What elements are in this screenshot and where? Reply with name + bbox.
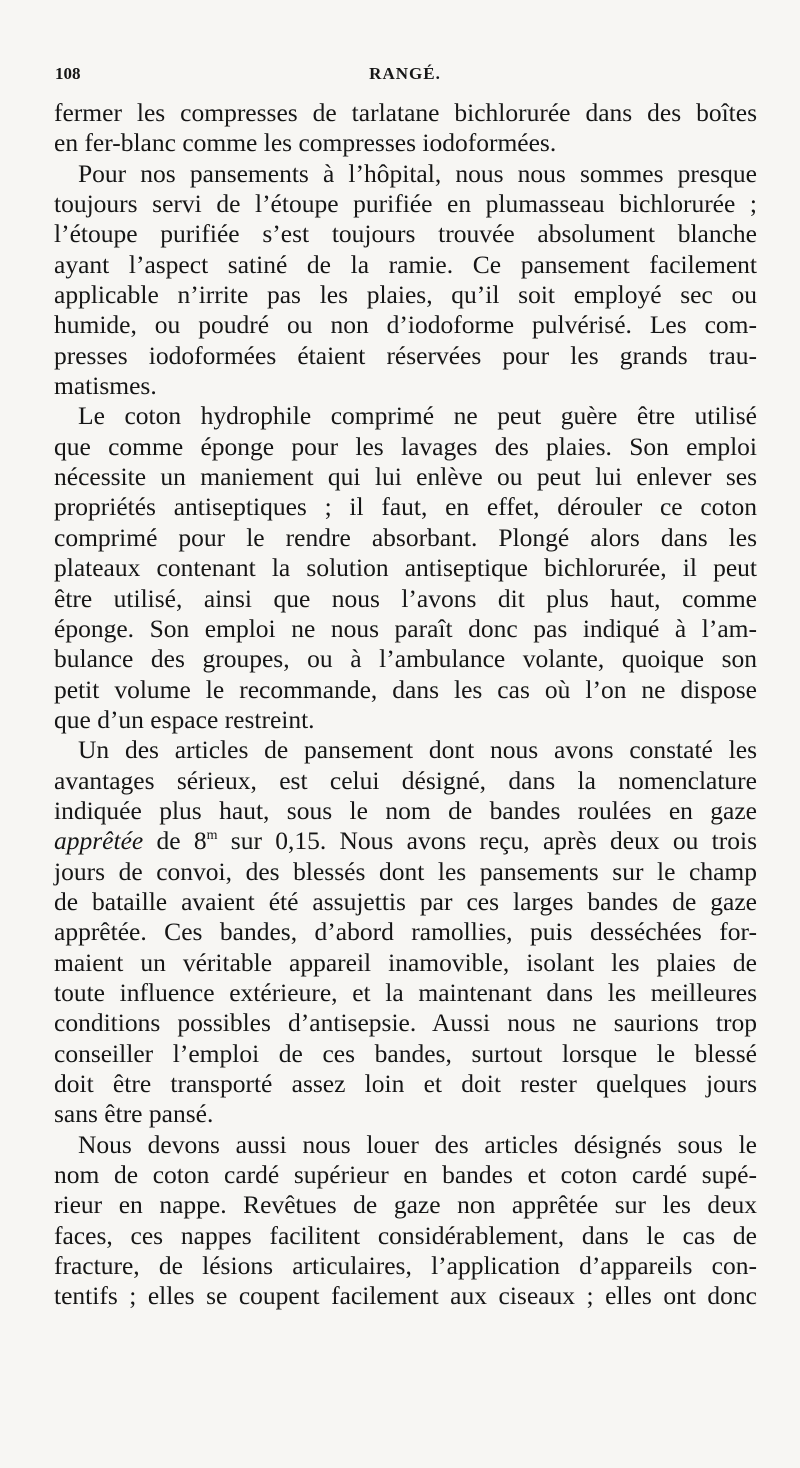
- text-fragment: doit être transporté assez loin et doit rester quelques jours: [54, 1069, 757, 1098]
- text-fragment: Un des articles de pansement dont nous avons constaté les: [78, 735, 757, 765]
- text-line: [54, 1099, 757, 1129]
- text-line: [54, 796, 757, 826]
- text-fragment: nom de coton cardé supérieur en bandes et coton cardé supé-: [54, 1160, 757, 1190]
- text-fragment: conseiller l’emploi de ces bandes, surtout lorsque le blessé: [54, 1038, 757, 1068]
- text-fragment: sur 0,15. Nous avons reçu, après deux ou trois: [217, 826, 757, 856]
- text-fragment: bulance des groupes, ou à l’ambulance volante, quoique son: [54, 644, 757, 674]
- text-fragment: fracture, de lésions articulaires, l’application d’appareils con-: [54, 1251, 757, 1281]
- text-fragment: applicable n’irrite pas les plaies, qu’il soit employé sec ou: [54, 280, 757, 310]
- text-line: [54, 766, 757, 796]
- text-fragment: tentifs ; elles se coupent facilement aux ciseaux ; elles ont donc: [54, 1281, 757, 1311]
- text-fragment: comprimé pour le rendre absorbant. Plongé alors dans les: [54, 522, 757, 552]
- text-fragment: indiquée plus haut, sous le nom de bandes roulées en gaze: [54, 795, 757, 825]
- text-fragment: que comme éponge pour les lavages des plaies. Son emploi: [54, 431, 757, 461]
- text-fragment: sans être pansé.: [54, 1099, 214, 1129]
- text-line: [54, 98, 757, 128]
- text-line: [54, 735, 757, 765]
- text-fragment: presses iodoformées étaient réservées pour les grands trau-: [54, 340, 757, 370]
- text-line: [54, 948, 757, 978]
- text-fragment: de bataille avaient été assujettis par ces larges bandes de gaze: [54, 886, 757, 916]
- text-line: [54, 189, 757, 219]
- text-line: [54, 614, 757, 644]
- text-fragment: ayant l’aspect satiné de la ramie. Ce pansement facilement: [54, 249, 757, 279]
- text-line: [54, 432, 757, 462]
- text-fragment: plateaux contenant la solution antiseptique bichlorurée, il peut: [54, 553, 757, 583]
- text-line: [54, 401, 757, 431]
- running-head: RANGÉ.: [369, 64, 441, 83]
- text-fragment: toujours servi de l’étoupe purifiée en plumasseau bichlorurée ;: [54, 189, 757, 219]
- text-fragment: l’étoupe purifiée s’est toujours trouvée absolument blanche: [54, 219, 757, 249]
- text-fragment: fermer les compresses de tarlatane bichlorurée dans des boîtes: [54, 98, 757, 127]
- text-fragment: Pour nos pansements à l’hôpital, nous nous sommes presque: [78, 158, 757, 188]
- text-line: [54, 492, 757, 522]
- text-fragment: toute influence extérieure, et la maintenant dans les meilleures: [54, 977, 757, 1007]
- text-fragment: en fer-blanc comme les compresses iodoformées.: [54, 128, 557, 158]
- text-line: [54, 1130, 757, 1160]
- text-line: [54, 705, 757, 735]
- text-fragment: que d’un espace restreint.: [54, 704, 315, 734]
- text-fragment: matismes.: [54, 371, 157, 401]
- text-line: [54, 887, 757, 917]
- text-fragment: éponge. Son emploi ne nous paraît donc pas indiqué à l’am-: [54, 613, 757, 643]
- text-line: [54, 553, 757, 583]
- text-fragment: de 8: [143, 826, 207, 856]
- text-line: [54, 917, 757, 947]
- text-fragment: petit volume le recommande, dans les cas où l’on ne dispose: [54, 674, 757, 704]
- text-fragment: Nous devons aussi nous louer des articles désignés sous le: [78, 1129, 757, 1159]
- text-fragment: maient un véritable appareil inamovible, isolant les plaies de: [54, 947, 757, 977]
- text-line: [54, 462, 757, 492]
- text-line: [54, 371, 757, 401]
- text-fragment: apprêtée. Ces bandes, d’abord ramollies, puis desséchées for-: [54, 917, 757, 947]
- text-line: [54, 219, 757, 249]
- text-line: [54, 1251, 757, 1281]
- text-line: [54, 341, 757, 371]
- text-line: [54, 523, 757, 553]
- text-line: [54, 978, 757, 1008]
- text-line: [54, 1008, 757, 1038]
- text-line: [54, 159, 757, 189]
- text-line: [54, 1160, 757, 1190]
- text-line: [54, 1039, 757, 1069]
- text-line: [54, 250, 757, 280]
- text-line: [54, 1190, 757, 1220]
- text-fragment: humide, ou poudré ou non d’iodoforme pulvérisé. Les com-: [54, 310, 757, 340]
- text-fragment: propriétés antiseptiques ; il faut, en effet, dérouler ce coton: [54, 492, 757, 522]
- text-line: [54, 826, 757, 856]
- text-line: [54, 1069, 757, 1099]
- page-number: 108: [55, 64, 81, 83]
- text-line: [54, 644, 757, 674]
- text-fragment: nécessite un maniement qui lui enlève ou peut lui enlever ses: [54, 462, 757, 492]
- text-fragment: jours de convoi, des blessés dont les pansements sur le champ: [54, 856, 757, 886]
- text-line: [54, 280, 757, 310]
- text-line: [54, 1281, 757, 1311]
- text-line: [54, 584, 757, 614]
- text-fragment: rieur en nappe. Revêtues de gaze non apprêtée sur les deux: [54, 1190, 757, 1220]
- text-line: [54, 857, 757, 887]
- text-line: [54, 128, 757, 158]
- text-fragment: faces, ces nappes facilitent considérablement, dans le cas de: [54, 1220, 757, 1250]
- text-line: [54, 310, 757, 340]
- page-header: [55, 64, 755, 86]
- text-fragment: conditions possibles d’antisepsie. Aussi nous ne saurions trop: [54, 1008, 757, 1038]
- text-fragment: être utilisé, ainsi que nous l’avons dit plus haut, comme: [54, 583, 757, 613]
- superscript-text: m: [206, 828, 218, 844]
- text-fragment: Le coton hydrophile comprimé ne peut guère être utilisé: [78, 401, 757, 431]
- text-line: [54, 1221, 757, 1251]
- text-fragment: apprêtée: [54, 826, 144, 856]
- text-fragment: avantages sérieux, est celui désigné, dans la nomenclature: [54, 765, 757, 795]
- body-text: [54, 98, 757, 1312]
- text-line: [54, 675, 757, 705]
